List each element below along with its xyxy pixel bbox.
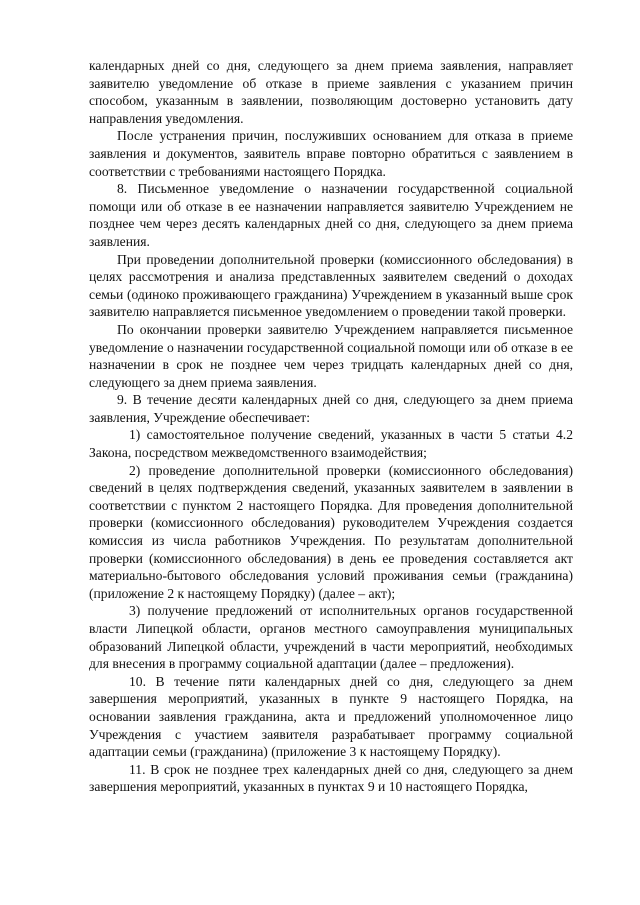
paragraph-item-9-3: 3) получение предложений от исполнительных органов государственной власти Липецкой области, органов местного самоуправления муниципальных образований Липецкой области, учреждений в части мероприятий, необходимых для внесения в программу социальной адаптации (далее – предложения). <box>89 603 573 672</box>
paragraph-item-9-1: 1) самостоятельное получение сведений, указанных в части 5 статьи 4.2 Закона, посредством межведомственного взаимодействия; <box>89 427 573 461</box>
paragraph-item-10: 10. В течение пяти календарных дней со дня, следующего за днем завершения мероприятий, указанных в пункте 9 настоящего Порядка, на основании заявления гражданина, акта и предложений уполномоченное лицо Учреждения с участием заявителя разрабатывает программу социальной адаптации семьи (гражданина) (приложение 3 к настоящему Порядку). <box>89 673 573 760</box>
paragraph-item-9: 9. В течение десяти календарных дней со дня, следующего за днем приема заявления, Учреждение обеспечивает: <box>89 392 573 425</box>
paragraph-refusal-notice: календарных дней со дня, следующего за днем приема заявления, направляет заявителю уведомление об отказе в приеме заявления с указанием причин способом, указанным в заявлении, позволяющим достоверно установить дату направления уведомления. <box>89 58 573 126</box>
document-page <box>89 57 573 796</box>
paragraph-reapply: После устранения причин, послуживших основанием для отказа в приеме заявления и документов, заявитель вправе повторно обратиться с заявлением в соответствии с требованиями настоящего Порядка. <box>89 128 573 179</box>
paragraph-item-9-2: 2) проведение дополнительной проверки (комиссионного обследования) сведений в целях подтверждения сведений, указанных заявителем в заявлении в соответствии с пунктом 2 настоящего Порядка. Для проведения дополнительной проверки (комиссионного обследования) руководителем Учреждения создается комиссия из числа работников Учреждения. По результатам дополнительной проверки (комиссионного обследования) в день ее проведения составляется акт материально-бытового обследования условий проживания семьи (гражданина) (приложение 2 к настоящему Порядку) (далее – акт); <box>89 462 573 601</box>
paragraph-item-8: 8. Письменное уведомление о назначении государственной социальной помощи или об отказе в ее назначении направляется заявителю Учреждением не позднее чем через десять календарных дней со дня, следующего за днем приема заявления. <box>89 181 573 249</box>
paragraph-item-11: 11. В срок не позднее трех календарных дней со дня, следующего за днем завершения мероприятий, указанных в пунктах 9 и 10 настоящего Порядка, <box>89 761 573 795</box>
paragraph-additional-check: При проведении дополнительной проверки (комиссионного обследования) в целях рассмотрения и анализа представленных заявителем сведений о доходах семьи (одиноко проживающего гражданина) Учреждением в указанный выше срок заявителю направляется письменное уведомлением о проведении такой проверки. <box>89 251 573 320</box>
paragraph-check-completion: По окончании проверки заявителю Учреждением направляется письменное уведомление о назначении государственной социальной помощи или об отказе в ее назначении в срок не позднее чем через тридцать календарных дней со дня, следующего за днем приема заявления. <box>89 321 573 390</box>
